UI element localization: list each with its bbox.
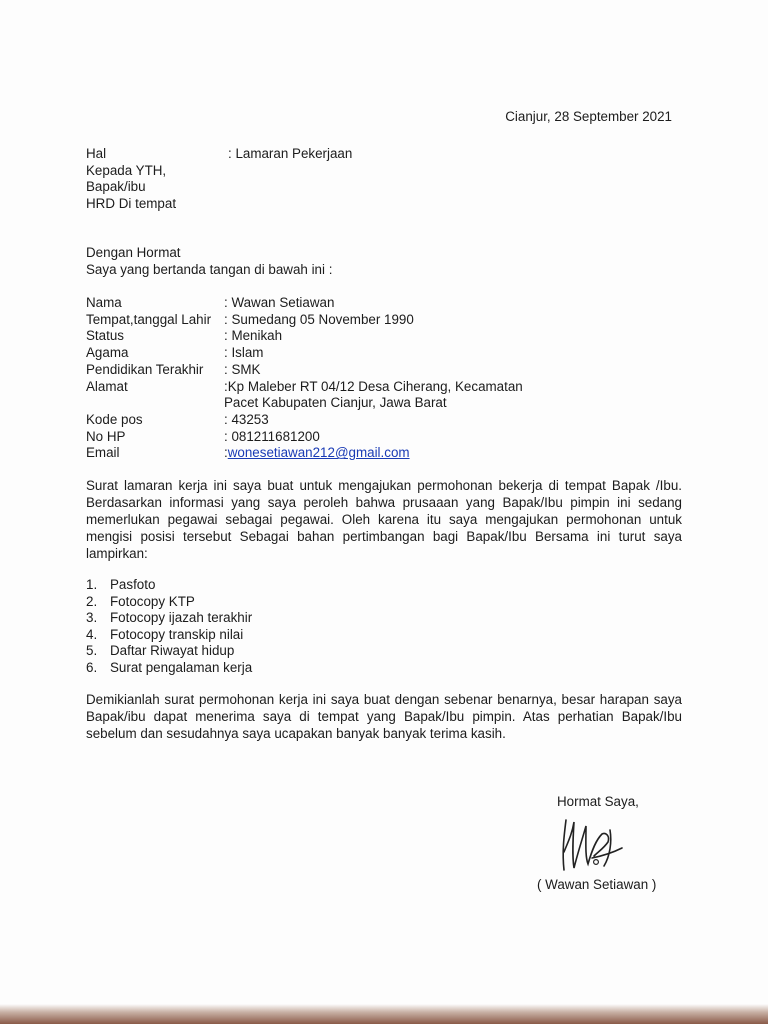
- letter-date: Cianjur, 28 September 2021: [505, 109, 672, 124]
- header-row: [86, 196, 352, 213]
- list-text: Surat pengalaman kerja: [110, 659, 253, 675]
- header-row: [86, 179, 352, 196]
- header-row: [86, 163, 352, 180]
- body-paragraph: Surat lamaran kerja ini saya buat untuk mengajukan permohonan bekerja di tempat Bapak /Ibu. Berdasarkan informasi yang saya peroleh bahwa prusaaan yang Bapak/Ibu pimpin ini sedang memerlukan pegawai sebagai pegawai. Oleh karena itu saya mengajukan permohonan untuk mengisi posisi tersebut Sebagai bahan pertimbangan bagi Bapak/Ibu Bersama ini turut saya lampirkan:: [86, 478, 682, 561]
- attachment-list: [86, 577, 252, 677]
- header-label: Bapak/ibu: [86, 179, 146, 194]
- header-row: [86, 146, 352, 163]
- handwritten-signature: [552, 812, 632, 878]
- list-item: [86, 643, 252, 660]
- identity-label: Pendidikan Terakhir: [86, 361, 204, 377]
- list-text: Pasfoto: [110, 577, 156, 592]
- identity-label: Tempat,tanggal Lahir: [86, 311, 212, 327]
- identity-value: : Islam: [224, 345, 264, 361]
- identity-block: [86, 295, 523, 462]
- header-label: HRD Di tempat: [86, 195, 177, 211]
- identity-label: Kode pos: [86, 411, 143, 427]
- identity-value: :Kp Maleber RT 04/12 Desa Ciherang, Kecamatan Pacet Kabupaten Cianjur, Jawa Barat: [224, 378, 523, 411]
- list-number: 3.: [86, 610, 98, 626]
- identity-label: Alamat: [86, 378, 128, 394]
- header-label: Hal: [86, 146, 107, 161]
- list-item: [86, 577, 252, 594]
- identity-label: Status: [86, 328, 124, 344]
- identity-value: : Wawan Setiawan: [224, 295, 335, 310]
- paper-edge: [0, 1004, 768, 1024]
- list-number: 5.: [86, 643, 98, 659]
- list-text: Fotocopy transkip nilai: [110, 626, 244, 642]
- identity-value: : Sumedang 05 November 1990: [224, 311, 414, 327]
- identity-row: [86, 445, 523, 462]
- header-value: : Lamaran Pekerjaan: [228, 146, 353, 161]
- greeting-block: [86, 245, 332, 278]
- letter-header: [86, 146, 352, 212]
- closing-salutation: Hormat Saya,: [557, 794, 639, 809]
- identity-value: : Menikah: [224, 328, 283, 344]
- identity-value: :: [224, 445, 228, 461]
- identity-value: : SMK: [224, 361, 261, 377]
- identity-label: Agama: [86, 345, 129, 361]
- identity-row: [86, 412, 523, 429]
- identity-row: [86, 362, 523, 379]
- identity-row: [86, 312, 523, 329]
- list-number: 4.: [86, 626, 98, 642]
- identity-row: [86, 328, 523, 345]
- identity-label: No HP: [86, 428, 126, 444]
- identity-label: Nama: [86, 295, 122, 310]
- identity-row: [86, 295, 523, 312]
- identity-row: [86, 379, 523, 412]
- identity-value: : 081211681200: [224, 428, 320, 444]
- identity-label: Email: [86, 445, 120, 461]
- list-text: Fotocopy ijazah terakhir: [110, 610, 253, 626]
- list-number: 1.: [86, 577, 98, 592]
- list-item: [86, 594, 252, 611]
- list-item: [86, 627, 252, 644]
- identity-row: [86, 345, 523, 362]
- identity-row: [86, 429, 523, 446]
- list-item: [86, 660, 252, 677]
- list-text: Fotocopy KTP: [110, 593, 195, 609]
- identity-value: : 43253: [224, 411, 269, 427]
- list-item: [86, 610, 252, 627]
- intro-line: Saya yang bertanda tangan di bawah ini :: [86, 261, 333, 277]
- list-text: Daftar Riwayat hidup: [110, 643, 235, 659]
- greeting: Dengan Hormat: [86, 245, 181, 260]
- list-number: 6.: [86, 659, 98, 675]
- email-link[interactable]: wonesetiawan212@gmail.com: [227, 445, 410, 461]
- closing-paragraph: Demikianlah surat permohonan kerja ini saya buat dengan sebenar benarnya, besar harapan saya Bapak/ibu dapat menerima saya di tempat yang Bapak/Ibu pimpin. Atas perhatian Bapak/Ibu sebelum dan sesudahnya saya ucapakan banyak banyak terima kasih.: [86, 692, 682, 741]
- list-number: 2.: [86, 593, 98, 609]
- signature-name: ( Wawan Setiawan ): [537, 877, 657, 892]
- header-label: Kepada YTH,: [86, 162, 167, 178]
